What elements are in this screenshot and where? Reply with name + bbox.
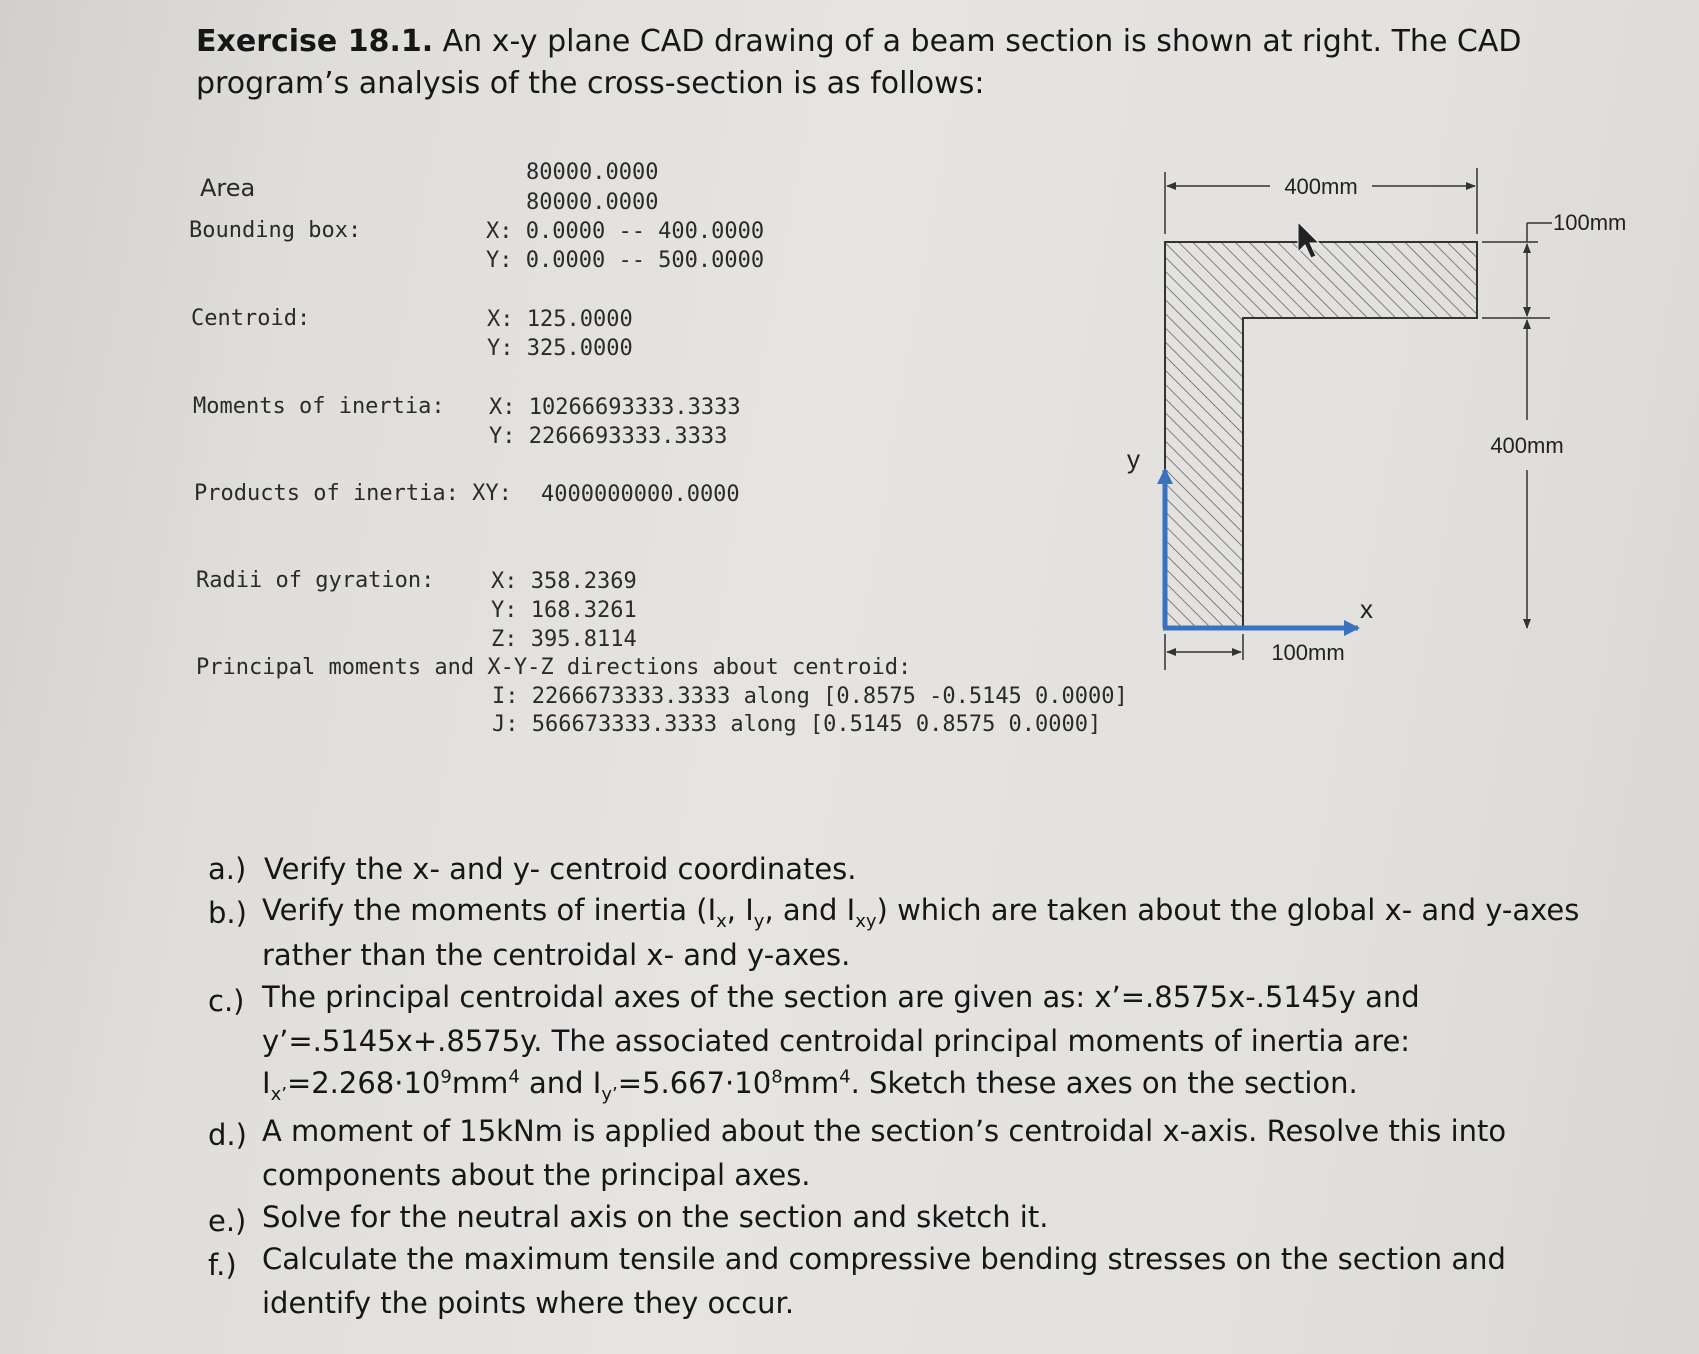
rog-label: Radii of gyration: bbox=[196, 568, 435, 593]
centroid-y: Y: 325.0000 bbox=[487, 336, 633, 361]
question-b-line-1: Verify the moments of inertia ($I_x$, $I_y$, and $I_{xy}$) which are taken about the global x- and y-axes bbox=[262, 893, 1580, 932]
question-a-line-1: Verify the x- and y- centroid coordinates. bbox=[264, 852, 857, 886]
dim-bottom-label: 100mm bbox=[1271, 640, 1345, 665]
exercise-title-line1 bbox=[196, 24, 1522, 59]
question-c-line-1: The principal centroidal axes of the section are given as: x’=.8575x-.5145y and bbox=[262, 980, 1420, 1014]
moi-y: Y: 2266693333.3333 bbox=[489, 424, 728, 449]
bbox-x: X: 0.0000 -- 400.0000 bbox=[486, 219, 765, 244]
question-b-line-2: rather than the centroidal x- and y-axes. bbox=[262, 938, 851, 972]
question-c-line-3: $I_{x’}=2.268\cdot 10^9mm^4$ and $I_{y’}=5.667\cdot 10^8mm^4$. Sketch these axes on the section. bbox=[262, 1066, 1358, 1105]
rog-z: Z: 395.8114 bbox=[491, 627, 637, 652]
area-value: 80000.0000 bbox=[526, 160, 659, 185]
question-f-line-2: identify the points where they occur. bbox=[262, 1286, 795, 1320]
beam-section-figure bbox=[1100, 150, 1660, 680]
bbox-y: Y: 0.0000 -- 500.0000 bbox=[486, 248, 765, 273]
area-value-2: 80000.0000 bbox=[526, 190, 659, 215]
poi-value: 4000000000.0000 bbox=[541, 482, 740, 507]
exercise-title-line2: program’s analysis of the cross-section is as follows: bbox=[196, 66, 985, 101]
title-text-1: An x-y plane CAD drawing of a beam section is shown at right. The CAD bbox=[433, 24, 1522, 59]
y-axis-label: y bbox=[1127, 444, 1140, 474]
l-section-shape bbox=[1165, 242, 1477, 627]
question-d-letter: d.) bbox=[208, 1118, 247, 1152]
principal-j: J: 566673333.3333 along [0.5145 0.8575 0.0000] bbox=[492, 712, 1102, 737]
dim-flange-label: 100mm bbox=[1553, 210, 1627, 235]
exercise-number: Exercise 18.1. bbox=[196, 24, 434, 59]
area-label: Area bbox=[200, 174, 256, 202]
centroid-x: X: 125.0000 bbox=[487, 307, 633, 332]
dim-right-label: 400mm bbox=[1490, 433, 1564, 458]
rog-x: X: 358.2369 bbox=[491, 569, 637, 594]
question-c-line-2: y’=.5145x+.8575y. The associated centroidal principal moments of inertia are: bbox=[262, 1024, 1411, 1058]
question-e-line-1: Solve for the neutral axis on the section and sketch it. bbox=[262, 1200, 1049, 1234]
moi-label: Moments of inertia: bbox=[193, 394, 445, 419]
principal-i: I: 2266673333.3333 along [0.8575 -0.5145 0.0000] bbox=[492, 684, 1128, 709]
question-e-letter: e.) bbox=[208, 1204, 247, 1238]
question-a-letter: a.) bbox=[208, 852, 247, 886]
question-f-letter: f.) bbox=[208, 1248, 237, 1282]
question-c-letter: c.) bbox=[208, 984, 245, 1018]
bbox-label: Bounding box: bbox=[189, 218, 362, 243]
rog-y: Y: 168.3261 bbox=[491, 598, 637, 623]
question-d-line-2: components about the principal axes. bbox=[262, 1158, 811, 1192]
x-axis-label: x bbox=[1360, 594, 1373, 624]
question-b-letter: b.) bbox=[208, 896, 247, 930]
principal-label: Principal moments and X-Y-Z directions about centroid: bbox=[196, 655, 912, 680]
centroid-label: Centroid: bbox=[191, 306, 311, 331]
question-f-line-1: Calculate the maximum tensile and compressive bending stresses on the section and bbox=[262, 1242, 1506, 1276]
moi-x: X: 10266693333.3333 bbox=[489, 395, 741, 420]
question-d-line-1: A moment of 15kNm is applied about the section’s centroidal x-axis. Resolve this into bbox=[262, 1114, 1507, 1148]
dim-top-label: 400mm bbox=[1284, 174, 1358, 199]
poi-label: Products of inertia: XY: bbox=[194, 481, 512, 506]
